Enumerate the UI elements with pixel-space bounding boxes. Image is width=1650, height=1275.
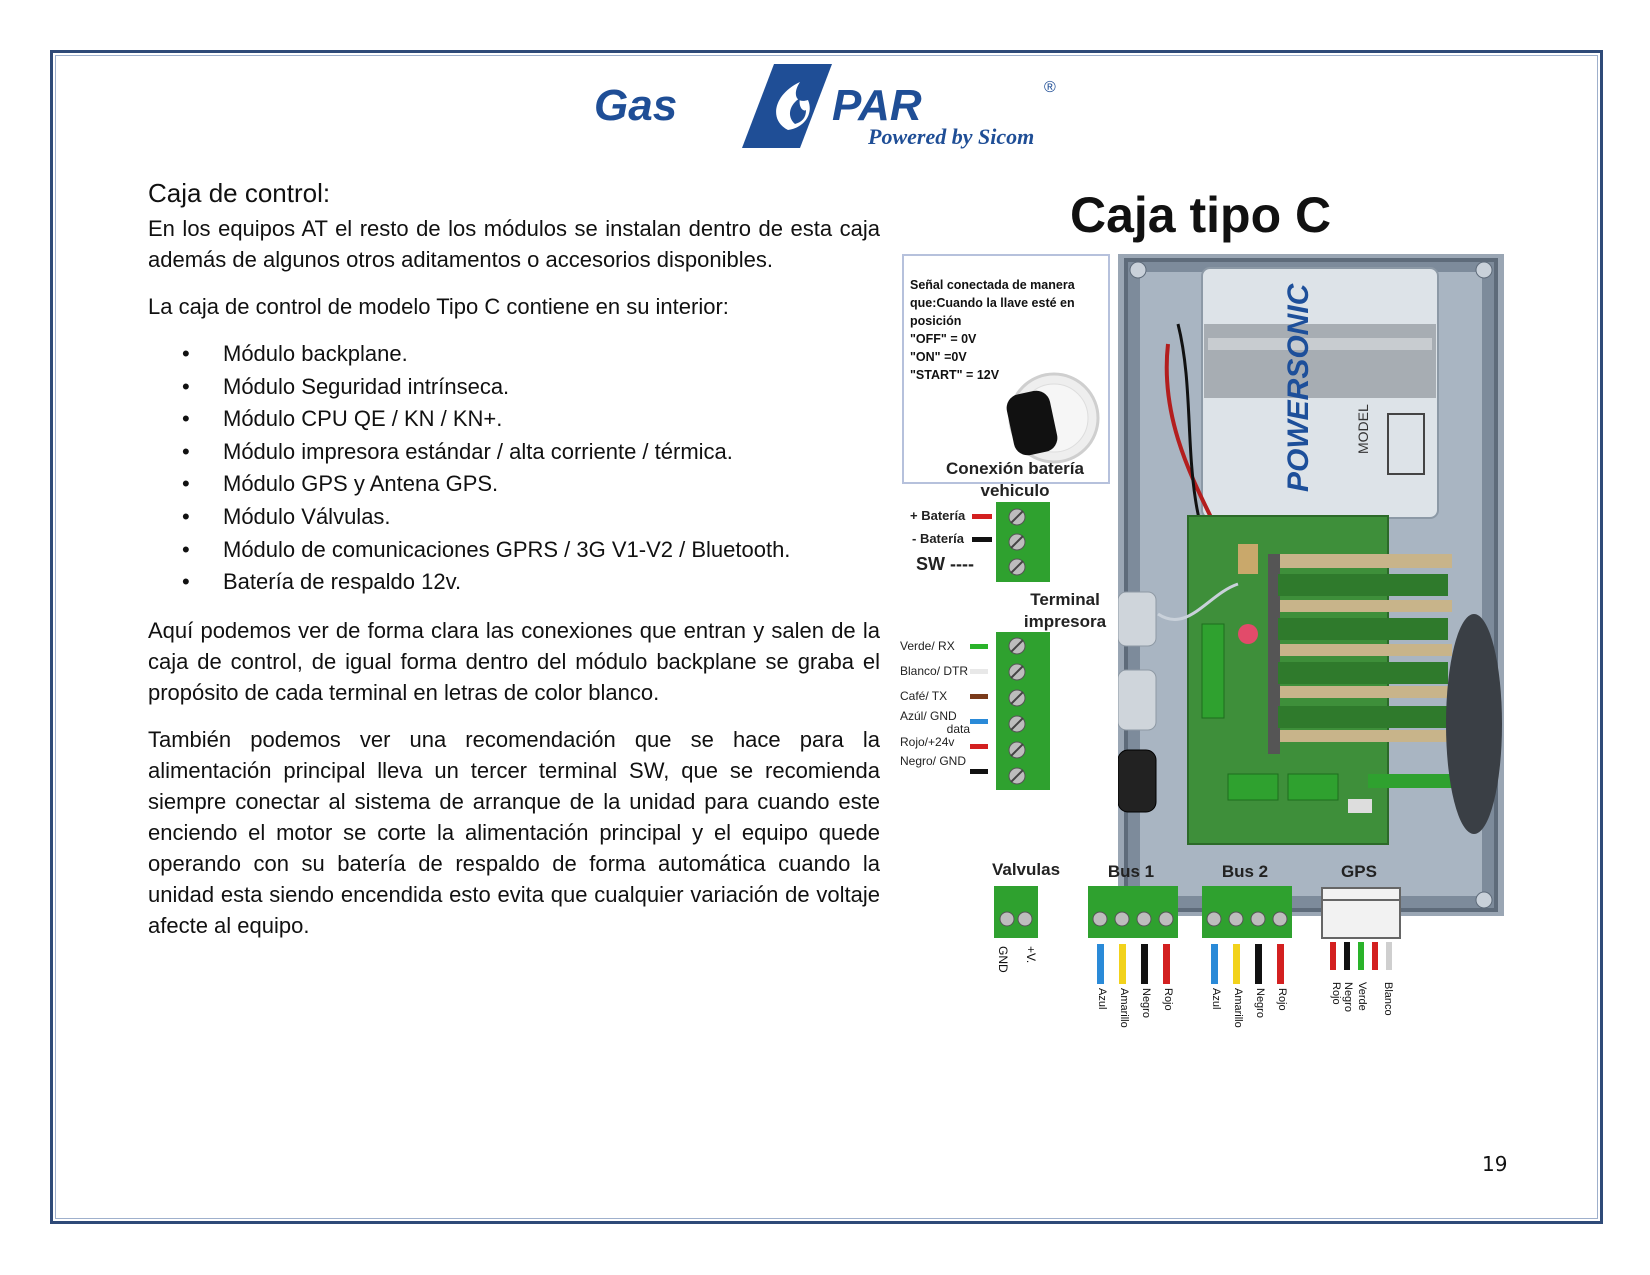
bus1-pin-labels: Azul Amarillo Negro Rojo [1096,988,1174,1028]
ignition-note-box [902,254,1110,484]
cable-glands [1118,592,1156,812]
gps-pin-labels: Rojo Negro Verde Blanco [1330,982,1394,1016]
valves-title: Valvulas [991,860,1061,879]
bus2-terminal-block [1202,886,1292,986]
list-item: • Módulo impresora estándar / alta corriente / térmica. [148,436,880,469]
printer-pin-label: Rojo/+24v [900,735,955,749]
svg-text:MODEL: MODEL [1355,404,1371,454]
printer-pin-label: Verde/ RX [900,639,955,653]
sw-label: SW ---- [916,554,974,574]
list-item: • Módulo CPU QE / KN / KN+. [148,403,880,436]
logo-brand-left: Gas [594,81,678,130]
printer-pin-label: Negro/ GND [900,754,967,768]
bus1-title: Bus 1 [1107,862,1155,881]
list-item: • Módulo de comunicaciones GPRS / 3G V1-V2 / Bluetooth. [148,534,880,567]
list-item: • Módulo Seguridad intrínseca. [148,371,880,404]
valves-pin-v: +V. [1024,946,1038,964]
logo-registered: ® [1044,79,1056,96]
printer-pin-label: Café/ TX [900,689,948,703]
blue-wire-swatch [970,719,988,724]
brown-wire-swatch [970,694,988,699]
red-wire-swatch [970,744,988,749]
battery-terminal-block [996,502,1050,582]
bus2-title: Bus 2 [1221,862,1269,881]
printer-pin-label: data [946,722,970,736]
list-item: • Módulo backplane. [148,338,880,371]
battery-positive-label: + Batería [910,508,966,523]
backup-battery [1202,268,1438,518]
figure-title: Caja tipo C [1070,187,1332,243]
black-wire-swatch [972,537,992,542]
logo-flame-icon [742,64,832,148]
white-wire-swatch [970,669,988,674]
recommendation-paragraph: También podemos ver una recomendación que se hace para la alimentación principal lleva un tercer terminal SW, que se recomienda siempre conectar al sistema de arranque de la unidad para cuando este enciendo el motor se corte la alimentación principal y el equipo quede operando con su batería de respaldo de forma automática cuando la unidad esta siendo encendida esto evita que cualquier variación de voltaje afecte al equipo. [148,726,880,938]
list-item: • Módulo GPS y Antena GPS. [148,468,880,501]
valves-pin-gnd: GND [996,946,1010,973]
logo-tagline: Powered by Sicom [868,124,1035,149]
battery-connection-title: Conexión batería vehiculo [946,459,1084,500]
list-item: • Módulo Válvulas. [148,501,880,534]
gps-connector [1320,886,1404,976]
section-heading: Caja de control: [148,178,331,208]
enclosure-photo [1118,254,1504,916]
printer-pin-label: Blanco/ DTR [900,664,969,678]
text-column [148,178,880,957]
list-item: • Batería de respaldo 12v. [148,566,880,599]
ignition-note-text: Señal conectada de manera que:Cuando la llave esté en posición "OFF" = 0V "ON" =0V "START" = 12V [910,278,1075,382]
module-list [148,338,880,599]
control-box-figure [900,186,1510,1096]
printer-pin-label: Azúl/ GND [900,709,957,723]
page-number: 19 [1482,1152,1508,1176]
logo-brand-right: PAR [832,81,922,130]
green-wire-swatch [970,644,988,649]
list-intro: La caja de control de modelo Tipo C contiene en su interior: [148,294,729,319]
bus1-terminal-block [1088,886,1178,986]
battery-negative-label: - Batería [912,531,965,546]
valves-terminal-block [994,886,1038,938]
connections-paragraph: Aquí podemos ver de forma clara las conexiones que entran y salen de la caja de control, de igual forma dentro del módulo backplane se graba el propósito de cada terminal en letras de color blanco. [148,617,880,705]
red-wire-swatch [972,514,992,519]
bus2-pin-labels: Azul Amarillo Negro Rojo [1210,988,1288,1028]
black-wire-swatch [970,769,988,774]
printer-pin-labels [900,634,988,774]
gps-title: GPS [1341,862,1377,881]
intro-paragraph: En los equipos AT el resto de los módulos se instalan dentro de esta caja además de algunos otros aditamentos o accesorios disponibles. [148,216,880,272]
printer-terminal-title: Terminal impresora [1023,590,1107,631]
svg-text:POWERSONIC: POWERSONIC [1282,283,1315,492]
printer-terminal-block [996,632,1050,790]
